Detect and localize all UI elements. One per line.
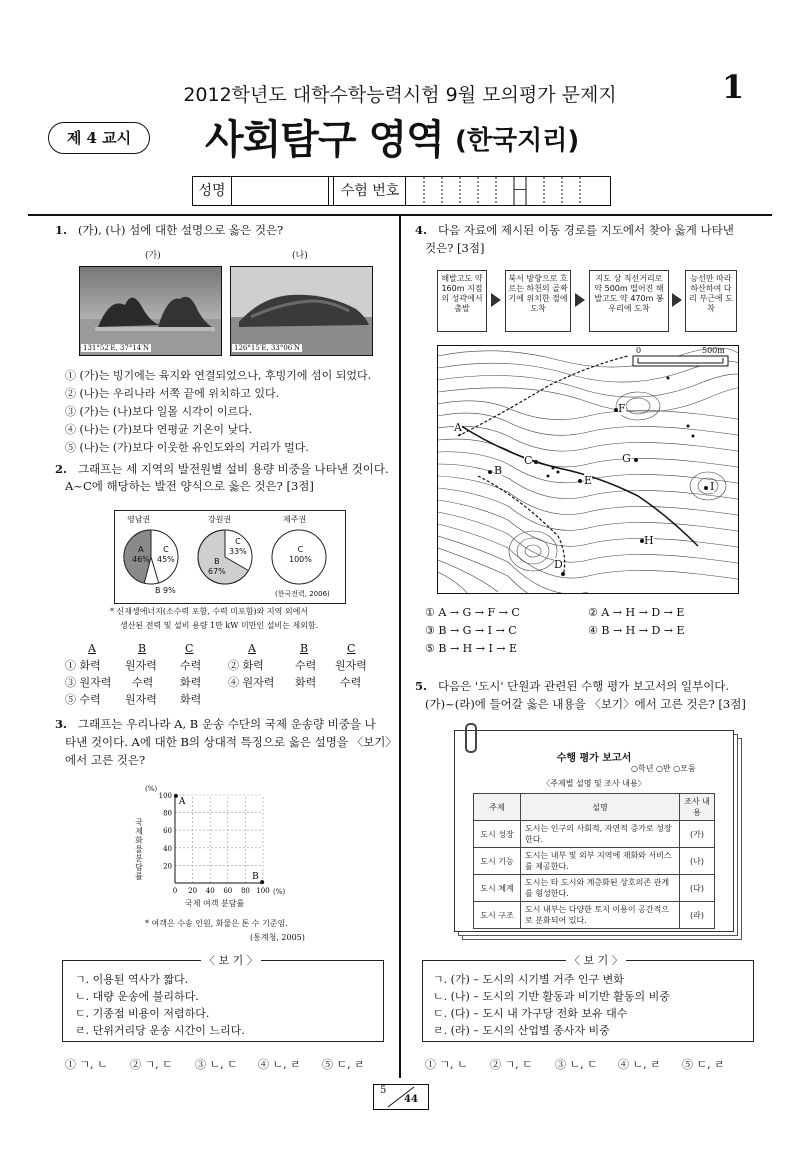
exam-no-field[interactable] xyxy=(406,177,609,205)
y-tick-label: 80 xyxy=(163,809,172,818)
q4-stem-1: 다음 자료에 제시된 이동 경로를 지도에서 찾아 옳게 나타낸 xyxy=(438,223,734,237)
exam-no-label: 수험 번호 xyxy=(335,177,406,205)
q5-bogi-3: ㄷ. (다) – 도시 내 가구당 전화 보유 대수 xyxy=(433,1007,628,1020)
map-label-f: F xyxy=(618,402,626,415)
q3-stem-3: 에서 고른 것은? xyxy=(65,753,146,767)
q4-stem-2: 것은? [3점] xyxy=(425,241,485,255)
pie-source: (한국전력, 2006) xyxy=(275,590,330,598)
q5-number: 5. xyxy=(415,679,428,693)
x-tick-label: 60 xyxy=(223,887,233,895)
report-row: 도시 체계 도시는 타 도시와 계층화된 상호의존 관계를 형성한다. (다) xyxy=(474,875,715,902)
pie1-a-label: A 46% xyxy=(132,545,150,564)
map-label-g: G xyxy=(622,452,631,465)
q4-option-3[interactable]: ③ B → G → I → C xyxy=(425,624,517,637)
report-sheet xyxy=(454,730,734,932)
name-field[interactable] xyxy=(232,177,328,205)
q5-answer-4[interactable]: ④ ㄴ, ㄹ xyxy=(618,1058,661,1071)
q3-answer-2[interactable]: ② ㄱ, ㄷ xyxy=(130,1058,173,1071)
q2-header-b1: B xyxy=(138,642,147,655)
q5-stem-1: 다음은 '도시' 단원과 관련된 수행 평가 보고서의 일부이다. xyxy=(438,679,730,693)
y-tick-label: 100 xyxy=(158,792,172,800)
q2-option-2[interactable]: ② 화력 xyxy=(228,659,264,672)
y-tick-label: 60 xyxy=(163,827,172,836)
footer-page: 5 xyxy=(380,1085,387,1096)
q2-header-a2: A xyxy=(248,642,256,655)
q2-header-c2: C xyxy=(347,642,356,655)
flow-step-4: 능선만 따라 하산하여 다리 부근에 도착 xyxy=(685,270,737,332)
exam-page: 2012학년도 대학수학능력시험 9월 모의평가 문제지 1 제 4 교시 사회탐구 영역 (한국지리) 성명 수험 번호 — 1. (가), (나) 섬에 대한 설명으로 옳은 것은? (가) (나) 131°52′E, 37°14′N 126°15′E, 33°06′N ① (가)는 빙기에는 육지와 연결되었으나, 후빙기에 섬이 되었다. ② (나)는 우리나라 서쪽 끝에 위치하고 있다. ③ (가)는 (나)보다 일몰 시각이 이르다. ④ (나)는 (가)보다 연평균 기온이 낮다. ⑤ (나)는 (가)보다 이웃한 유인도와의 거리가 멀다. 2. 그래프는 세 지역의 발전원별 설비 용량 비중을 나타낸 것이다. A~C에 해당하는 발전 양식으로 옳은 것은? [3점] 영남권 강원권 제주권 A 46% C 45% B 9% C 33% B 67% C 100% (한국전력, 2006) * 신재생에너지(소수력 포함, 수력 미포함)와 지역 외에서 생산된 전력 및 설비 용량 1만 kW 미만인 설비는 제외함. A B C A B C ① 화력 원자력 수력 ② 화력 수력 원자력 ③ 원자력 수력 화력 ④ 원자력 화력 수력 ⑤ 수력 원자력 화력 3. 그래프는 우리나라 A, B 운송 수단의 국제 운송량 비중을 나 타낸 것이다. A에 대한 B의 상대적 특징으로 옳은 설명을 〈보기〉 에서 고른 것은? (%) 국제 화물 분담률 0 20 40 60 80 100 20 40 60 80 100 A B 국제 여객 분담률 (%) * 여객은 수송 인원, 화물은 톤 수 기준임. (통계청, 2005) 〈 보 기 〉 ㄱ. 이용된 역사가 짧다. ㄴ. 대량 운송에 불리하다. ㄷ. 기종점 비용이 저렴하다. ㄹ. 단위거리당 운송 시간이 느리다. ① ㄱ, ㄴ ② ㄱ, ㄷ ③ ㄴ, ㄷ ④ ㄴ, ㄹ ⑤ ㄷ, ㄹ 4. 다음 자료에 제시된 이동 경로를 지도에서 찾아 옳게 나타낸 것은? [3점] 해발고도 약 160m 지점의 성곽에서 출발 북서 방향으로 흐르는 하천의 골짜기에 위치한 절에 도착 지도 상 직선거리로 약 500m 떨어진 해발고도 약 470m 봉우리에 도착 능선만 따라 하산하여 다리 부근에 도착 0 500m A B C D E F G H I ① A → G → F → C ② A → H → D → E ③ B → G → I → C ④ B → H → D → E ⑤ B → H → I → E 5. 다음은 '도시' 단원과 관련된 수행 평가 보고서의 일부이다. (가)~(라)에 들어갈 옳은 내용을 〈보기〉에서 고른 것은? [3점] 수행 평가 보고서 ○학년 ○반 ○모둠 〈주제별 설명 및 조사 내용〉 주제 설명 조사 내용 도시 성장 도시는 인구의 사회적, 자연적 증가로 성장한다. (가) 도시 기능 도시는 내부 및 외부 지역에 재화와 서비스를 제공한다. (나) 도시 체계 도시는 타 도시와 계층화된 상호의존 관계를 형성한다. (다) 도시 구조 도시 내부는 다양한 토지 이용이 공간적으로 분화되어 있다. (라) 〈 보 기 〉 ㄱ. (가) – 도시의 시기별 거주 인구 변화 ㄴ. (나) – 도시의 기반 활동과 비기반 활동의 비중 ㄷ. (다) – 도시 내 가구당 전화 보유 대수 ㄹ. (라) – 도시의 산업별 종사자 비중 ① ㄱ, ㄴ ② ㄱ, ㄷ ③ ㄴ, ㄷ ④ ㄴ, ㄹ ⑤ ㄷ, ㄹ 5 44 xyxy=(0,0,800,1158)
q4-option-5[interactable]: ⑤ B → H → I → E xyxy=(425,642,518,655)
report-subtitle: 〈주제별 설명 및 조사 내용〉 xyxy=(542,779,646,788)
q1-option-1[interactable]: ① (가)는 빙기에는 육지와 연결되었으나, 후빙기에 섬이 되었다. xyxy=(65,369,372,382)
q2-note-1: * 신재생에너지(소수력 포함, 수력 미포함)와 지역 외에서 xyxy=(110,607,309,616)
q3-stem-1: 그래프는 우리나라 A, B 운송 수단의 국제 운송량 비중을 나 xyxy=(78,717,376,731)
report-header-topic: 주제 xyxy=(474,794,521,821)
id-box xyxy=(192,176,611,206)
contour-lines xyxy=(438,346,738,593)
x-tick-label: 20 xyxy=(188,887,198,895)
x-axis-title: 국제 여객 분담률 xyxy=(185,899,245,908)
coord-a: 131°52′E, 37°14′N xyxy=(83,344,149,352)
flow-step-3: 지도 상 직선거리로 약 500m 떨어진 해발고도 약 470m 봉우리에 도착 xyxy=(589,270,669,332)
x-tick-label: 0 xyxy=(172,887,178,895)
q1-stem: (가), (나) 섬에 대한 설명으로 옳은 것은? xyxy=(78,223,284,237)
region-label-2: 강원권 xyxy=(208,515,232,524)
coord-b: 126°15′E, 33°06′N xyxy=(234,344,300,352)
q2-note-2: 생산된 전력 및 설비 용량 1만 kW 미만인 설비는 제외함. xyxy=(120,621,319,630)
q3-bogi-3: ㄷ. 기종점 비용이 저렴하다. xyxy=(75,1007,210,1020)
page-footer xyxy=(373,1084,429,1110)
q1-option-2[interactable]: ② (나)는 우리나라 서쪽 끝에 위치하고 있다. xyxy=(65,387,280,400)
x-tick-label: 80 xyxy=(240,887,250,895)
q3-bogi-2: ㄴ. 대량 운송에 불리하다. xyxy=(75,990,199,1003)
q3-bogi-4: ㄹ. 단위거리당 운송 시간이 느리다. xyxy=(75,1024,245,1037)
period-badge: 제 4 교시 xyxy=(48,122,150,154)
x-unit: (%) xyxy=(273,888,286,896)
report-title: 수행 평가 보고서 xyxy=(556,753,632,764)
q3-bogi-box xyxy=(62,954,384,1042)
region-label-1: 영남권 xyxy=(127,515,151,524)
map-label-a: A xyxy=(454,421,462,434)
map-label-i: I xyxy=(710,480,715,493)
point-b xyxy=(260,880,264,884)
column-divider xyxy=(399,214,401,1078)
pie2-b-label: B 67% xyxy=(208,557,226,576)
q1-number: 1. xyxy=(55,223,68,237)
q5-answer-2[interactable]: ② ㄱ, ㄷ xyxy=(490,1058,533,1071)
map-scale-500: 500m xyxy=(702,346,725,355)
q2-number: 2. xyxy=(55,462,68,476)
q3-note-2: (통계청, 2005) xyxy=(250,933,305,942)
point-label-a: A xyxy=(178,796,186,807)
q5-bogi-title: 〈 보 기 〉 xyxy=(566,952,626,968)
q1-option-3[interactable]: ③ (가)는 (나)보다 일몰 시각이 이르다. xyxy=(65,405,253,418)
q5-bogi-2: ㄴ. (나) – 도시의 기반 활동과 비기반 활동의 비중 xyxy=(433,990,670,1003)
pie1-b-label: B 9% xyxy=(155,586,176,595)
map-label-d: D xyxy=(554,558,563,571)
report-meta: ○학년 ○반 ○모둠 xyxy=(631,764,696,773)
q1-label-b: (나) xyxy=(292,251,308,261)
footer-total: 44 xyxy=(404,1094,418,1105)
pie2-c-label: C 33% xyxy=(229,537,247,556)
island-photo-b xyxy=(230,266,373,356)
q2-header-c1: C xyxy=(185,642,194,655)
y-tick-label: 40 xyxy=(163,844,172,853)
exam-no-cells xyxy=(406,177,609,205)
q5-answer-1[interactable]: ① ㄱ, ㄴ xyxy=(425,1058,468,1071)
section-title: 사회탐구 영역 xyxy=(205,117,444,163)
region-label-3: 제주권 xyxy=(283,515,307,524)
exam-no-separator: — xyxy=(514,182,526,196)
q2-option-5[interactable]: ⑤ 수력 xyxy=(65,693,101,706)
q3-answer-4[interactable]: ④ ㄴ, ㄹ xyxy=(258,1058,301,1071)
q5-bogi-1: ㄱ. (가) – 도시의 시기별 거주 인구 변화 xyxy=(433,973,624,986)
page-number: 1 xyxy=(722,68,745,106)
q4-option-2[interactable]: ② A → H → D → E xyxy=(588,606,685,619)
q5-answer-3[interactable]: ③ ㄴ, ㄷ xyxy=(555,1058,598,1071)
q3-bogi-1: ㄱ. 이용된 역사가 짧다. xyxy=(75,973,189,986)
name-label: 성명 xyxy=(193,177,232,205)
flow-step-1: 해발고도 약 160m 지점의 성곽에서 출발 xyxy=(437,270,487,332)
island-photo-a xyxy=(79,266,222,356)
point-label-b: B xyxy=(252,872,259,883)
q3-note-1: * 여객은 수송 인원, 화물은 톤 수 기준임. xyxy=(145,919,288,928)
report-row: 도시 구조 도시 내부는 다양한 토지 이용이 공간적으로 분화되어 있다. (라) xyxy=(474,902,715,929)
q2-option-3[interactable]: ③ 원자력 xyxy=(65,676,112,689)
q3-stem-2: 타낸 것이다. A에 대한 B의 상대적 특징으로 옳은 설명을 〈보기〉 xyxy=(65,735,397,749)
topographic-map xyxy=(437,345,739,594)
q2-option-1[interactable]: ① 화력 xyxy=(65,659,101,672)
flow-arrow-3 xyxy=(672,293,682,307)
q1-option-4[interactable]: ④ (나)는 (가)보다 연평균 기온이 낮다. xyxy=(65,423,253,436)
y-unit: (%) xyxy=(145,785,158,793)
transport-chart xyxy=(130,780,300,910)
q2-header-b2: B xyxy=(300,642,309,655)
q3-bogi-title: 〈 보 기 〉 xyxy=(201,952,261,968)
q5-stem-2: (가)~(라)에 들어갈 옳은 내용을 〈보기〉에서 고른 것은? [3점] xyxy=(425,697,746,711)
report-table xyxy=(473,793,715,929)
pie3-c-label: C 100% xyxy=(289,545,312,564)
q5-bogi-box xyxy=(422,954,754,1042)
map-scale-0: 0 xyxy=(636,346,642,355)
report-header-content: 조사 내용 xyxy=(680,794,715,821)
flow-arrow-2 xyxy=(575,293,585,307)
flow-step-2: 북서 방향으로 흐르는 하천의 골짜기에 위치한 절에 도착 xyxy=(505,270,571,332)
report-row: 도시 기능 도시는 내부 및 외부 지역에 재화와 서비스를 제공한다. (나) xyxy=(474,848,715,875)
q3-answer-1[interactable]: ① ㄱ, ㄴ xyxy=(65,1058,108,1071)
q2-stem-2: A~C에 해당하는 발전 양식으로 옳은 것은? [3점] xyxy=(65,479,314,493)
y-axis-title: 국제 화물 분담률 xyxy=(135,818,143,881)
x-tick-label: 40 xyxy=(205,887,215,895)
point-a xyxy=(174,794,178,798)
q3-answer-5[interactable]: ⑤ ㄷ, ㄹ xyxy=(322,1058,365,1071)
map-label-e: E xyxy=(584,474,593,487)
y-tick-label: 20 xyxy=(163,862,172,871)
x-tick-label: 100 xyxy=(256,887,270,895)
q1-label-a: (가) xyxy=(145,251,161,261)
q3-number: 3. xyxy=(55,717,68,731)
q2-option-4[interactable]: ④ 원자력 xyxy=(228,676,275,689)
map-label-b: B xyxy=(494,464,503,477)
q2-stem-1: 그래프는 세 지역의 발전원별 설비 용량 비중을 나타낸 것이다. xyxy=(78,462,389,476)
report-header-desc: 설명 xyxy=(521,794,680,821)
map-label-h: H xyxy=(644,534,654,547)
q1-option-5[interactable]: ⑤ (나)는 (가)보다 이웃한 유인도와의 거리가 멀다. xyxy=(65,441,309,454)
pie1-c-label: C 45% xyxy=(157,545,175,564)
pie-charts-box xyxy=(114,510,346,604)
map-label-c: C xyxy=(524,454,533,467)
q4-number: 4. xyxy=(415,223,428,237)
q4-option-1[interactable]: ① A → G → F → C xyxy=(425,606,520,619)
exam-title: 2012학년도 대학수학능력시험 9월 모의평가 문제지 xyxy=(183,84,617,106)
q2-header-a1: A xyxy=(88,642,96,655)
q4-option-4[interactable]: ④ B → H → D → E xyxy=(588,624,685,637)
report-row: 도시 성장 도시는 인구의 사회적, 자연적 증가로 성장한다. (가) xyxy=(474,821,715,848)
q5-answer-5[interactable]: ⑤ ㄷ, ㄹ xyxy=(682,1058,725,1071)
section-subtitle: (한국지리) xyxy=(455,126,580,156)
q5-bogi-4: ㄹ. (라) – 도시의 산업별 종사자 비중 xyxy=(433,1024,610,1037)
q3-answer-3[interactable]: ③ ㄴ, ㄷ xyxy=(195,1058,238,1071)
flow-arrow-1 xyxy=(491,293,501,307)
